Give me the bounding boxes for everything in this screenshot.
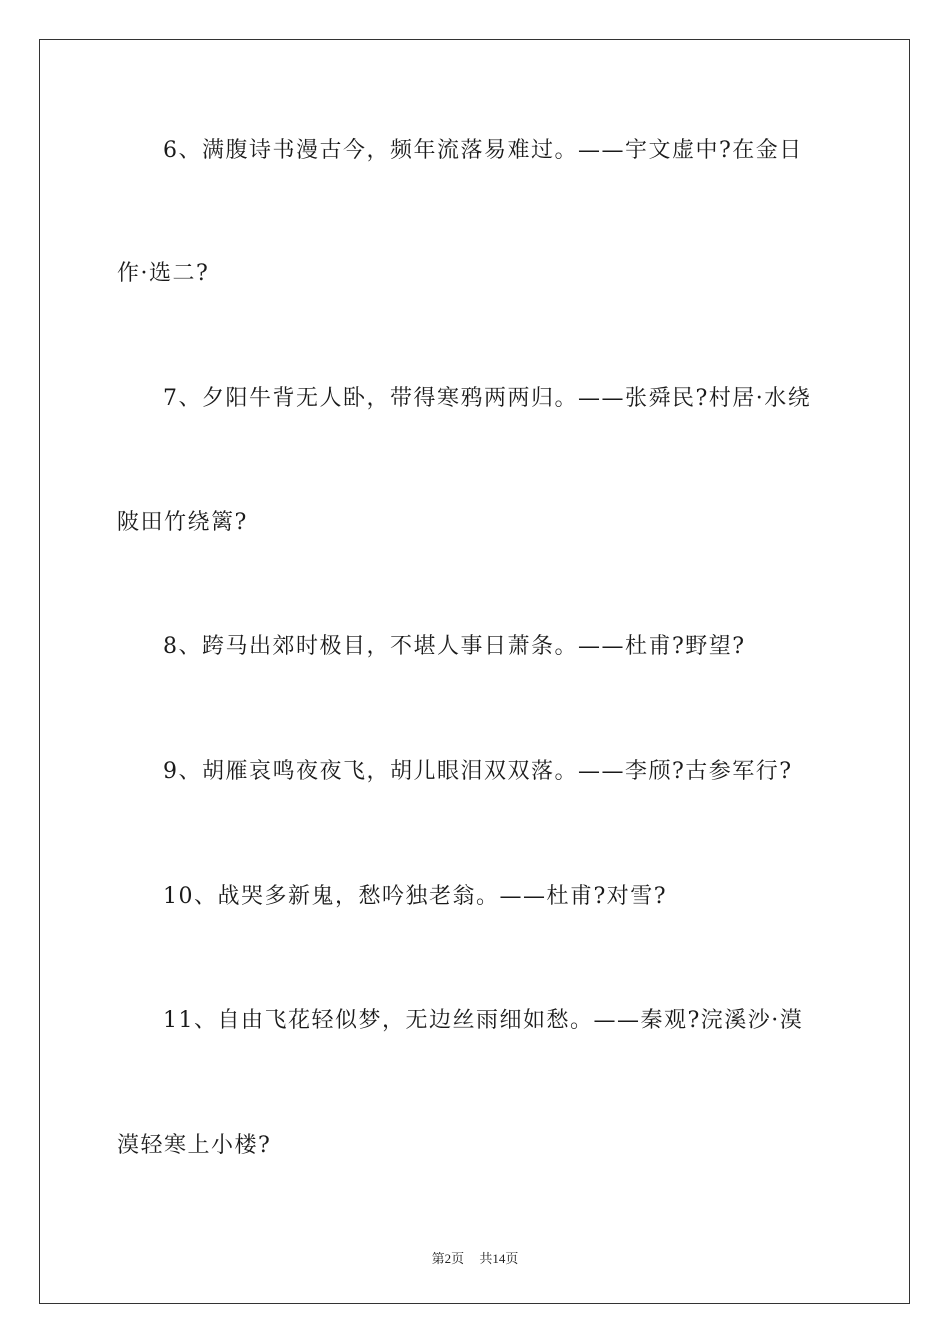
poem-line-7b: 陂田竹绕篱? <box>117 510 248 535</box>
poem-line-11a: 11、自由飞花轻似梦，无边丝雨细如愁。——秦观?浣溪沙·漠 <box>163 1008 804 1033</box>
page-number: 第2页 <box>431 1251 465 1266</box>
poem-line-6a: 6、满腹诗书漫古今，频年流落易难过。——宇文虚中?在金日 <box>163 138 803 163</box>
page-border <box>39 39 910 1304</box>
poem-line-8: 8、跨马出郊时极目，不堪人事日萧条。——杜甫?野望? <box>163 634 746 659</box>
page-footer <box>0 1248 950 1267</box>
poem-line-9: 9、胡雁哀鸣夜夜飞，胡儿眼泪双双落。——李颀?古参军行? <box>163 759 793 784</box>
page-total: 共14页 <box>479 1251 519 1266</box>
poem-line-7a: 7、夕阳牛背无人卧，带得寒鸦两两归。——张舜民?村居·水绕 <box>163 386 812 411</box>
poem-line-10: 10、战哭多新鬼，愁吟独老翁。——杜甫?对雪? <box>163 884 668 909</box>
poem-line-6b: 作·选二? <box>117 261 210 286</box>
poem-line-11b: 漠轻寒上小楼? <box>117 1133 272 1158</box>
